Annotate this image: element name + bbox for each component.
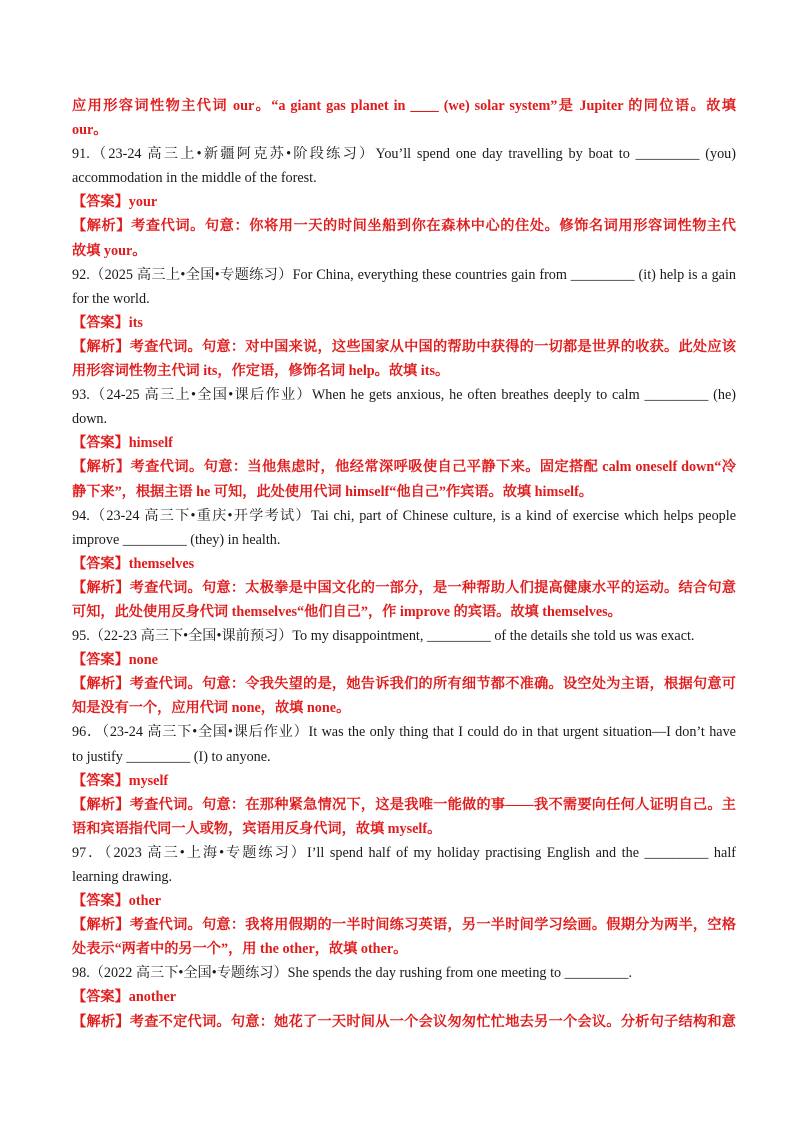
question-line: 91.（23-24 高三上•新疆阿克苏•阶段练习）You’ll spend one day travelling by boat to _________ (you): [72, 146, 736, 163]
document-page: [72, 94, 736, 1034]
answer-line: 【答案】himself: [72, 435, 173, 452]
explanation-line: 【解析】考查代词。句意：对中国来说，这些国家从中国的帮助中获得的一切都是世界的收获。此处应该: [72, 338, 736, 355]
question-line: learning drawing.: [72, 869, 173, 885]
explanation-line: 【解析】考查代词。句意：当他焦虑时，他经常深呼吸使自己平静下来。固定搭配 calm oneself down“冷: [72, 459, 736, 476]
explanation-line: 语和宾语指代同一人或物，宾语用反身代词，故填 myself。: [72, 820, 442, 837]
question-line: to justify _________ (I) to anyone.: [72, 748, 271, 765]
question-line: down.: [72, 411, 108, 428]
answer-line: 【答案】other: [72, 893, 162, 910]
explanation-line: 【解析】考查不定代词。句意：她花了一天时间从一个会议匆匆忙忙地去另一个会议。分析句子结构和意: [72, 1013, 736, 1030]
question-line: 92.（2025 高三上•全国•专题练习）For China, everything these countries gain from _________ (it) help is a gain: [72, 266, 736, 283]
question-line: improve _________ (they) in health.: [72, 531, 281, 548]
answer-line: 【答案】themselves: [72, 555, 195, 572]
question-line: for the world.: [72, 290, 150, 307]
question-line: 93.（24-25 高三上•全国•课后作业）When he gets anxious, he often breathes deeply to calm _________ (he): [72, 387, 736, 404]
explanation-line: 知是没有一个，应用代词 none，故填 none。: [72, 700, 351, 717]
explanation-line: 处表示“两者中的另一个”，用 the other，故填 other。: [72, 941, 408, 958]
explanation-line: 【解析】考查代词。句意：你将用一天的时间坐船到你在森林中心的住处。修饰名词用形容词性物主代: [72, 218, 736, 235]
explanation-line: 【解析】考查代词。句意：令我失望的是，她告诉我们的所有细节都不准确。设空处为主语，根据句意可: [72, 676, 736, 693]
explanation-line: 【解析】考查代词。句意：太极拳是中国文化的一部分，是一种帮助人们提高健康水平的运动。结合句意: [72, 579, 736, 596]
explanation-line: 可知，此处使用反身代词 themselves“他们自己”，作 improve 的宾语。故填 themselves。: [72, 603, 622, 620]
explanation-line: 用形容词性物主代词 its，作定语，修饰名词 help。故填 its。: [72, 363, 450, 380]
explanation-line: our。: [72, 122, 108, 139]
explanation-line: 静下来”，根据主语 he 可知，此处使用代词 himself“他自己”作宾语。故填 himself。: [72, 483, 593, 500]
answer-line: 【答案】your: [72, 194, 158, 211]
question-line: accommodation in the middle of the forest.: [72, 170, 317, 187]
answer-line: 【答案】another: [72, 989, 177, 1006]
question-line: 94.（23-24 高三下•重庆•开学考试）Tai chi, part of Chinese culture, is a kind of exercise which helps people: [72, 507, 736, 524]
explanation-line: 应用形容词性物主代词 our。“a giant gas planet in ____ (we) solar system”是 Jupiter 的同位语。故填: [72, 98, 736, 114]
question-line: 97．（2023 高三•上海•专题练习）I’ll spend half of my holiday practising English and the _________ half: [72, 844, 736, 861]
answer-line: 【答案】its: [72, 314, 143, 331]
answer-line: 【答案】none: [72, 652, 158, 669]
question-line: 96．（23-24 高三下•全国•课后作业）It was the only thing that I could do in that urgent situation—I don’t have: [72, 724, 736, 741]
answer-line: 【答案】myself: [72, 772, 169, 789]
explanation-line: 故填 your。: [72, 242, 147, 259]
question-line: 98.（2022 高三下•全国•专题练习）She spends the day rushing from one meeting to _________.: [72, 965, 633, 982]
question-line: 95.（22-23 高三下•全国•课前预习）To my disappointment, _________ of the details she told us was exact.: [72, 628, 695, 645]
explanation-line: 【解析】考查代词。句意：我将用假期的一半时间练习英语，另一半时间学习绘画。假期分为两半，空格: [72, 917, 736, 934]
explanation-line: 【解析】考查代词。句意：在那种紧急情况下，这是我唯一能做的事——我不需要向任何人证明自己。主: [72, 796, 736, 813]
